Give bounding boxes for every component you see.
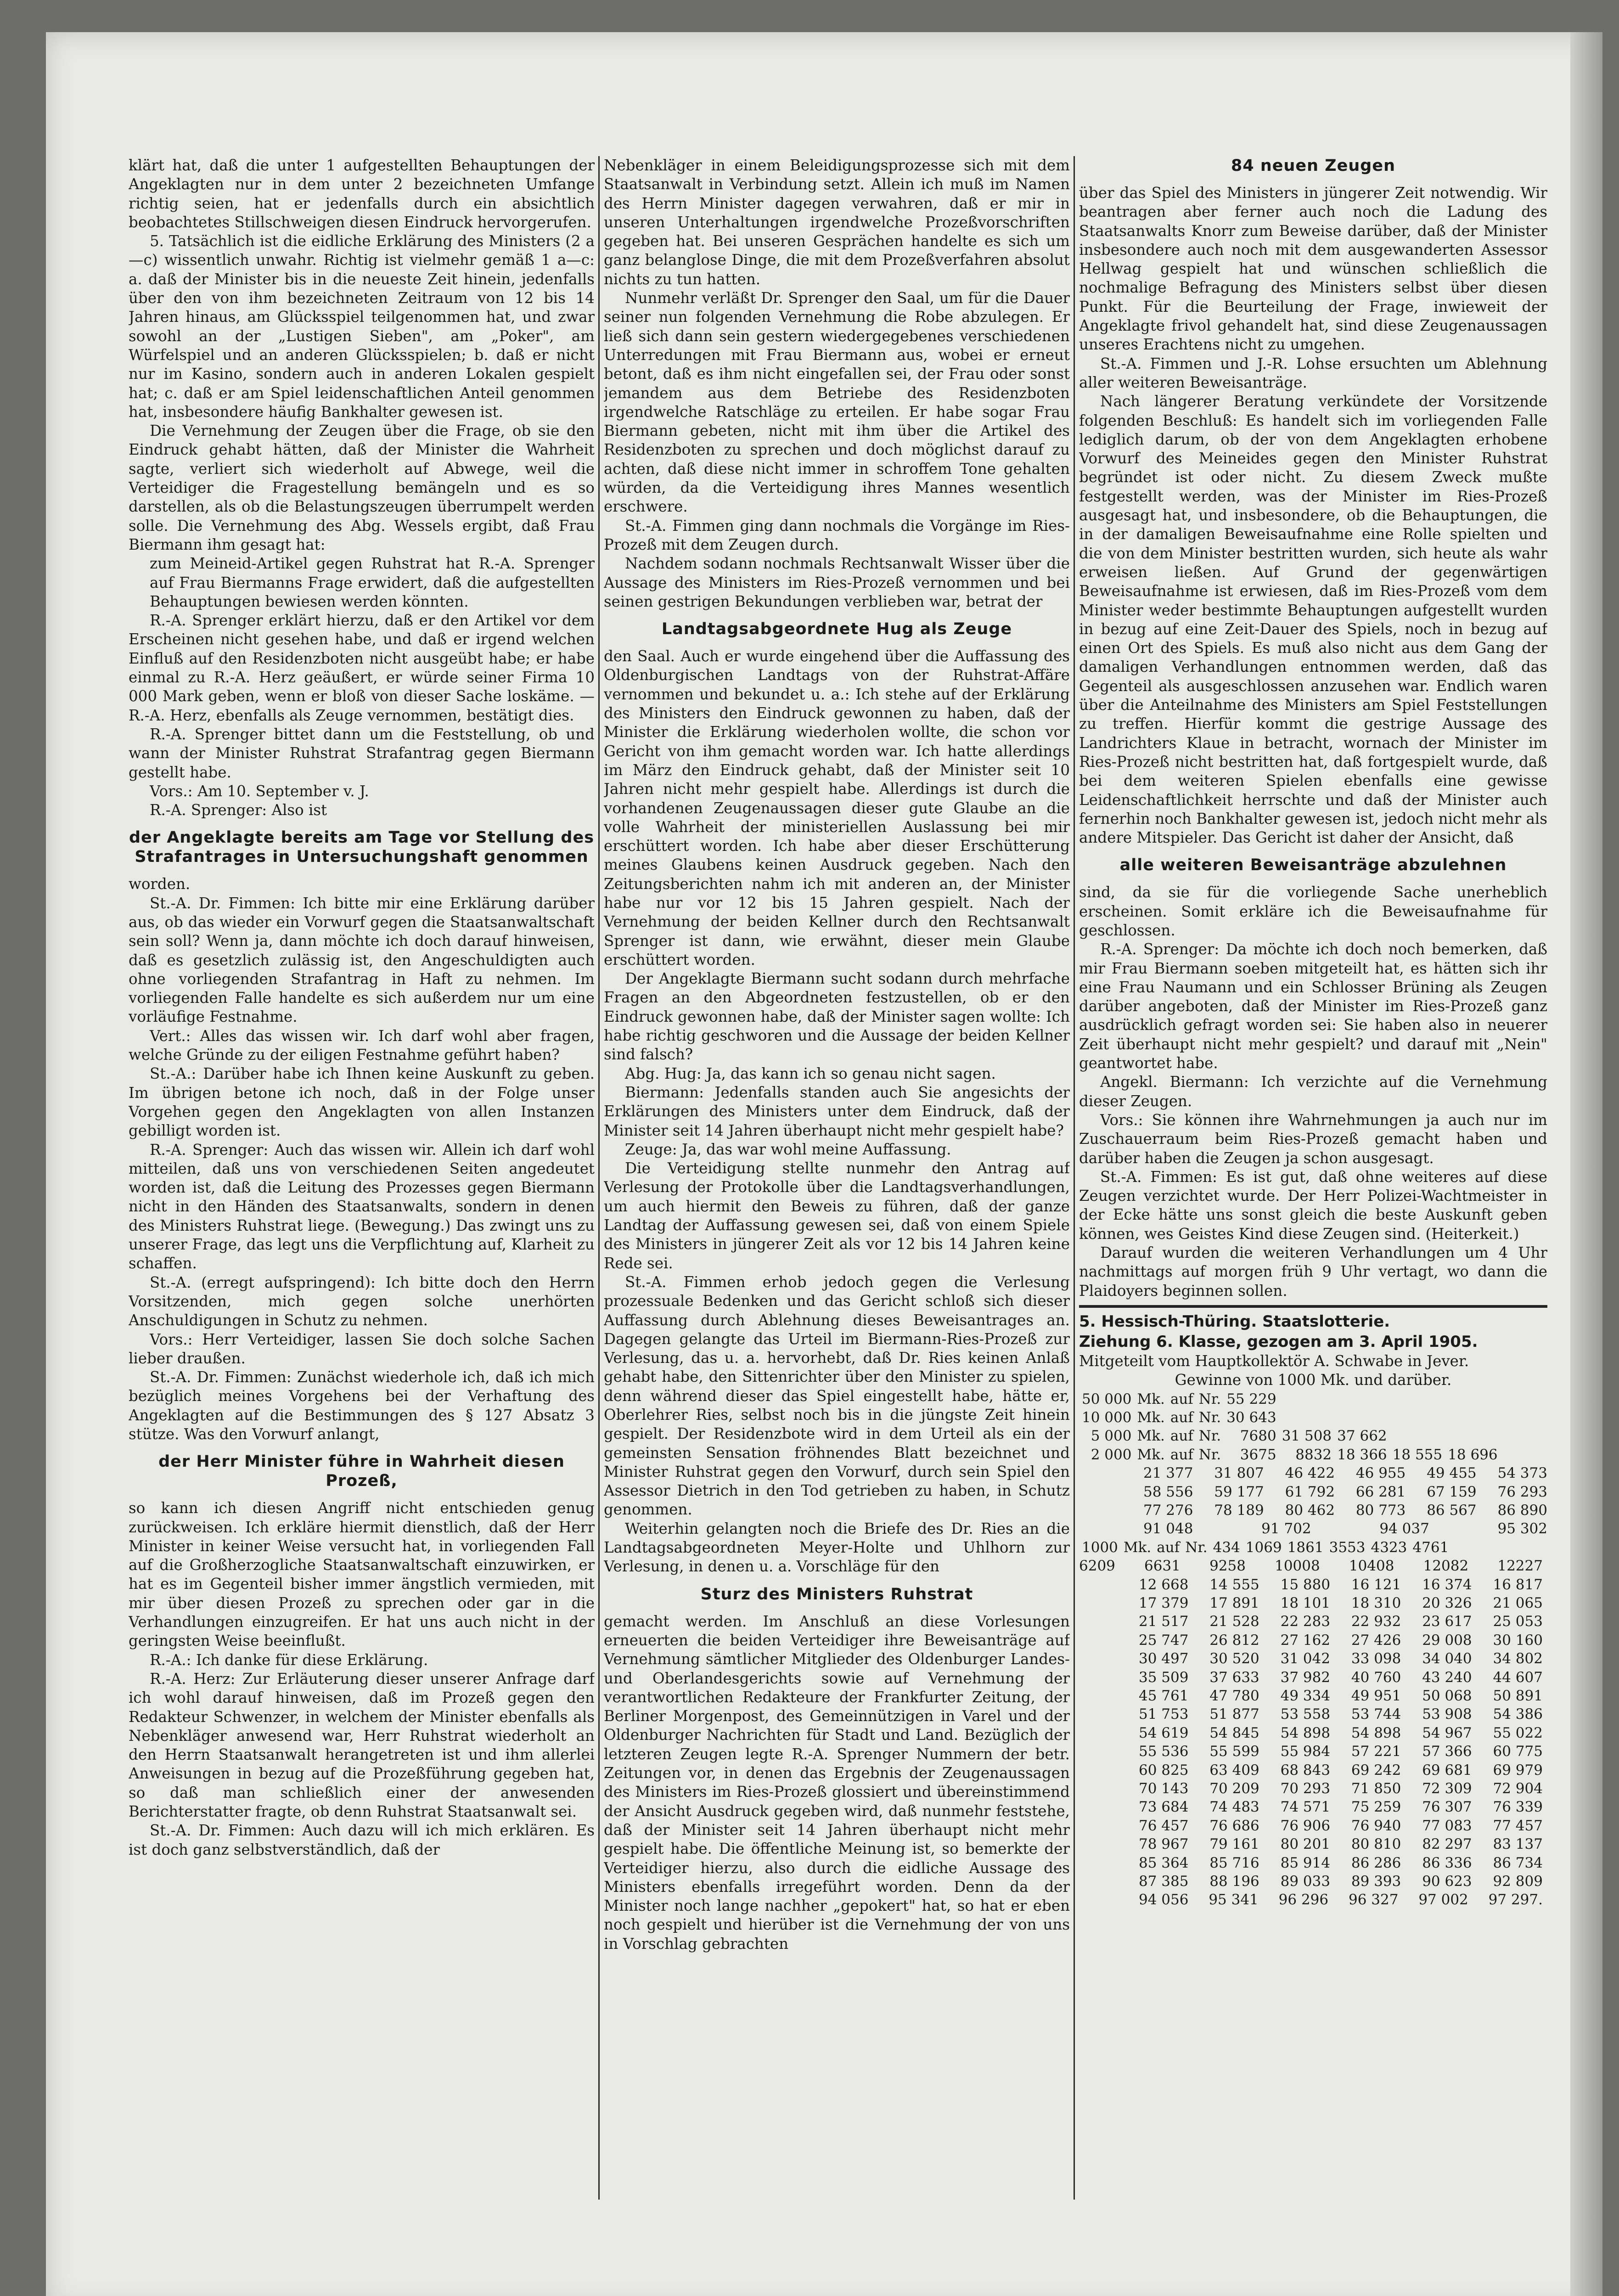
- ticket-number: 45 761: [1139, 1688, 1189, 1705]
- ticket-number: 37 662: [1337, 1428, 1387, 1445]
- ticket-number: 20 326: [1422, 1594, 1472, 1611]
- paragraph: R.-A. Herz: Zur Erläuterung dieser unserer Anfrage darf ich wohl darauf hinweisen, daß im Prozeß gegen den Redakteur Schwenzer, in welchem der Minister ebenfalls als Nebenkläger anwesend war, Herr Ruhstrat wiederholt an den Herrn Staatsanwalt herangetreten ist und ihm allerlei Anweisungen in bezug auf die Prozeßführung gegeben hat, so daß man schließlich einer der anwesenden Berichterstatter fragte, ob denn Ruhstrat Staatsanwalt sei.: [129, 1670, 595, 1821]
- ticket-number: 95 302: [1497, 1520, 1547, 1537]
- number-row: [1143, 1501, 1547, 1519]
- ticket-number: 66 281: [1355, 1483, 1406, 1500]
- ticket-number: 54 898: [1280, 1724, 1331, 1741]
- ticket-number: 92 809: [1493, 1873, 1543, 1890]
- ticket-number: 57 221: [1351, 1743, 1401, 1760]
- prize-amount: 50 000: [1082, 1390, 1132, 1407]
- ticket-number: 85 364: [1139, 1854, 1189, 1871]
- subheading: der Angeklagte bereits am Tage vor Stellung des Strafantrages in Untersuchungshaft genommen: [129, 828, 595, 867]
- ticket-number: 70 209: [1209, 1780, 1259, 1797]
- ticket-number: 434: [1213, 1539, 1240, 1556]
- lottery-list: [1079, 1311, 1547, 1909]
- ticket-number: 86 286: [1351, 1854, 1401, 1871]
- ticket-number: 67 159: [1427, 1483, 1477, 1500]
- prize-row: [1079, 1538, 1451, 1557]
- page-edge: [1570, 32, 1602, 2296]
- ticket-number: 16 817: [1493, 1576, 1543, 1593]
- ticket-number: 18 696: [1448, 1446, 1498, 1463]
- ticket-number: 25 053: [1493, 1613, 1543, 1630]
- paragraph: R.-A. Sprenger: Auch das wissen wir. Allein ich darf wohl mitteilen, daß uns von verschiedenen Seiten angedeutet worden ist, daß die Leitung des Prozesses gegen Biermann nicht in den Händen des Staatsanwalts, sondern in denen des Ministers Ruhstrat liege. (Bewegung.) Das zwingt uns zu unserer Frage, das legt uns die Verpflichtung auf, Klarheit zu schaffen.: [129, 1141, 595, 1272]
- ticket-number: 40 760: [1351, 1669, 1401, 1686]
- ticket-number: 77 083: [1422, 1817, 1472, 1834]
- number-row: [1139, 1872, 1543, 1891]
- connector-label: auf: [1157, 1539, 1180, 1556]
- ticket-number: 18 310: [1351, 1594, 1401, 1611]
- paragraph: R.-A. Sprenger: Also ist: [150, 801, 327, 819]
- ticket-number: 16 374: [1422, 1576, 1472, 1593]
- paragraph: Darauf wurden die weiteren Verhandlungen um 4 Uhr nachmittags auf morgen früh 9 Uhr vertagt, wo dann die Plaidoyers beginnen sollen.: [1079, 1244, 1547, 1300]
- ticket-number: 43 240: [1422, 1669, 1472, 1686]
- paragraph: R.-A. Sprenger bittet dann um die Feststellung, ob und wann der Minister Ruhstrat Strafantrag gegen Biermann gestellt habe.: [129, 725, 595, 781]
- ticket-number: 55 022: [1493, 1724, 1543, 1741]
- ticket-number: 18 555: [1392, 1446, 1443, 1463]
- ticket-number: 54 619: [1139, 1724, 1189, 1741]
- ticket-number: 73 684: [1139, 1799, 1189, 1816]
- ticket-number: 46 955: [1355, 1465, 1406, 1482]
- paragraph: Nachdem sodann nochmals Rechtsanwalt Wisser über die Aussage des Ministers im Ries-Prozeß vernommen und bei seinen gestrigen Bekundungen verblieben war, betrat der: [604, 555, 1070, 610]
- paragraph: Die Verteidigung stellte nunmehr den Antrag auf Verlesung der Protokolle über die Landtagsverhandlungen, um auch hiermit den Beweis zu führen, daß der ganze Landtag der Auffassung gewesen sei, daß von einem Spiele des Ministers in jüngerer Zeit als vor 12 bis 14 Jahren keine Rede sei.: [604, 1159, 1070, 1272]
- ticket-number: 76 293: [1497, 1483, 1547, 1500]
- column-rule: [598, 156, 600, 2200]
- ticket-number: 78 967: [1139, 1836, 1189, 1853]
- number-row: [1143, 1519, 1547, 1538]
- ticket-number: 7680: [1240, 1428, 1276, 1445]
- paragraph: St.-A.: Darüber habe ich Ihnen keine Auskunft zu geben. Im übrigen betone ich noch, daß in der Folge unser Vorgehen gegen den Angeklagten von allen Instanzen gebilligt worden ist.: [129, 1065, 595, 1140]
- prize-row: [1079, 1446, 1501, 1464]
- lottery-draw: Ziehung 6. Klasse, gezogen am 3. April 1905.: [1079, 1332, 1478, 1351]
- ticket-number: 33 098: [1351, 1650, 1401, 1667]
- number-row: [1139, 1798, 1543, 1816]
- ticket-number: 26 812: [1209, 1632, 1259, 1649]
- number-label: Nr.: [1198, 1409, 1221, 1426]
- subheading: Landtagsabgeordnete Hug als Zeuge: [661, 620, 1012, 639]
- ticket-number: 55 229: [1226, 1390, 1276, 1407]
- ticket-number: 35 509: [1139, 1669, 1189, 1686]
- ticket-number: 34 802: [1493, 1650, 1543, 1667]
- number-row: [1139, 1854, 1543, 1872]
- ticket-number: 60 775: [1493, 1743, 1543, 1760]
- lottery-note: Gewinne von 1000 Mk. und darüber.: [1175, 1371, 1452, 1389]
- paragraph: Nunmehr verläßt Dr. Sprenger den Saal, um für die Dauer seiner nun folgenden Vernehmung die Robe abzulegen. Er ließ sich dann sein gestern wiedergegebenes verschiedenen Unterredungen mit Frau Biermann aus, wobei er erneut betont, daß es ihm nicht eingefallen sei, der Frau oder sonst jemandem aus dem Betriebe des Residenzboten irgendwelche Ratschläge zu erteilen. Er habe sogar Frau Biermann gebeten, nicht mit ihm über die Artikel des Residenzboten zu sprechen und doch möglichst darauf zu achten, daß diese nicht immer in schroffem Tone gehalten würden, da die Verteidigung ihres Mannes wesentlich erschwere.: [604, 289, 1070, 516]
- ticket-number: 86 890: [1497, 1502, 1547, 1519]
- ticket-number: 74 483: [1209, 1799, 1259, 1816]
- ticket-number: 49 455: [1427, 1465, 1477, 1482]
- paragraph: den Saal. Auch er wurde eingehend über die Auffassung des Oldenburgischen Landtags von der Ruhstrat-Affäre vernommen und bekundet u. a.: Ich stehe auf der Erklärung des Ministers den Eindruck gewonnen zu haben, daß der Minister die Erklärung wiederholen wollte, die schon vor Gericht von ihm gemacht worden war. Ich hatte allerdings im März den Eindruck gehabt, daß der Minister seit 10 Jahren nicht mehr gespielt habe. Allerdings ist durch die vorhandenen Zeugenaussagen dieser gute Glaube an die volle Wahrheit der ministeriellen Auslassung bei mir erschüttert worden. Ich habe aber dieser Erschütterung meines Glaubens keinen Ausdruck gegeben. Nach den Zeitungsberichten nahm ich mit anderen an, der Minister habe nur vor 12 bis 15 Jahren gespielt. Nach der Vernehmung der beiden Kellner durch den Rechtsanwalt Sprenger ist dann, wie erwähnt, dieser mein Glaube erschüttert worden.: [604, 647, 1070, 968]
- ticket-number: 85 716: [1209, 1854, 1259, 1871]
- ticket-number: 94 056: [1139, 1891, 1189, 1908]
- subheading: der Herr Minister führe in Wahrheit diesen Prozeß,: [158, 1452, 565, 1491]
- ticket-number: 72 309: [1422, 1780, 1472, 1797]
- ticket-number: 31 042: [1280, 1650, 1331, 1667]
- ticket-number: 25 747: [1139, 1632, 1189, 1649]
- paragraph: St.-A. Fimmen und J.-R. Lohse ersuchten um Ablehnung aller weiteren Beweisanträge.: [1079, 355, 1547, 391]
- ticket-number: 37 982: [1280, 1669, 1331, 1686]
- number-label: Nr.: [1185, 1539, 1208, 1556]
- currency-label: Mk.: [1137, 1428, 1165, 1445]
- paragraph: Angekl. Biermann: Ich verzichte auf die Vernehmung dieser Zeugen.: [1079, 1073, 1547, 1110]
- ticket-number: 55 536: [1139, 1743, 1189, 1760]
- connector-label: auf: [1170, 1428, 1193, 1445]
- ticket-number: 10408: [1349, 1558, 1394, 1575]
- ticket-number: 54 845: [1209, 1724, 1259, 1741]
- ticket-number: 97 002: [1418, 1891, 1468, 1908]
- ticket-number: 60 825: [1139, 1761, 1189, 1778]
- paragraph: St.-A. (erregt aufspringend): Ich bitte doch den Herrn Vorsitzenden, mich gegen solche unerhörten Anschuldigungen in Schutz zu nehmen.: [129, 1273, 595, 1329]
- paragraph: St.-A. Dr. Fimmen: Ich bitte mir eine Erklärung darüber aus, ob das wieder ein Vorwurf gegen die Staatsanwaltschaft sein soll? Wenn ja, dann möchte ich doch darauf hinweisen, daß es gesetzlich zulässig ist, den Angeschuldigten auch ohne vorliegenden Strafantrag in Haft zu nehmen. Im vorliegenden Falle handelte es sich außerdem nur um eine vorläufige Festnahme.: [129, 894, 595, 1026]
- ticket-number: 27 162: [1280, 1632, 1331, 1649]
- ticket-number: 30 497: [1139, 1650, 1189, 1667]
- paragraph: so kann ich diesen Angriff nicht entschieden genug zurückweisen. Ich erkläre hiermit dienstlich, daß der Herr Minister in keiner Weise versucht hat, in vorliegenden Fall auf die Großherzogliche Staatsanwaltschaft einzuwirken, er hat es im Gegenteil bisher immer ängstlich vermieden, mit mir über diesen Prozeß zu sprechen oder gar in die Verhandlungen einzugreifen. Er hat uns auch nicht in der geringsten Weise beeinflußt.: [129, 1499, 595, 1650]
- ticket-number: 8832: [1295, 1446, 1332, 1463]
- ticket-number: 89 393: [1351, 1873, 1401, 1890]
- ticket-number: 6209: [1079, 1558, 1115, 1575]
- paragraph: 5. Tatsächlich ist die eidliche Erklärung des Ministers (2 a—c) wissentlich unwahr. Richtig ist vielmehr gemäß 1 a—c: a. daß der Minister bis in die neueste Zeit hinein, jedenfalls über den von ihm bezeichneten Zeitraum von 12 bis 14 Jahren hinaus, am Glücksspiel teilgenommen hat, und zwar sowohl an der „Lustigen Sieben", am „Poker", am Würfelspiel und an anderen Glücksspielen; b. daß er nicht nur im Kasino, sondern auch in anderen Lokalen gespielt hat; c. daß er am Spiel leidenschaftlichen Anteil genommen hat, insbesondere häufig Bankhalter gewesen ist.: [129, 232, 595, 421]
- column-3: [1079, 156, 1547, 2200]
- ticket-number: 30 520: [1209, 1650, 1259, 1667]
- number-row: [1139, 1594, 1543, 1612]
- number-label: Nr.: [1198, 1428, 1221, 1445]
- ticket-number: 91 048: [1143, 1520, 1193, 1537]
- ticket-number: 51 753: [1139, 1706, 1189, 1723]
- number-row: [1143, 1483, 1547, 1501]
- subheading: Sturz des Ministers Ruhstrat: [700, 1585, 973, 1604]
- prize-table: [1079, 1390, 1501, 1464]
- ticket-number: 68 843: [1280, 1761, 1331, 1778]
- ticket-number: 49 951: [1351, 1688, 1401, 1705]
- number-row: [1139, 1576, 1543, 1594]
- prize-amount: 5 000: [1091, 1428, 1132, 1445]
- paragraph: gemacht werden. Im Anschluß an diese Vorlesungen erneuerten die beiden Verteidiger ihre Beweisanträge auf Vernehmung sämtlicher Mitglieder des Oldenburger Landes- und Oberlandesgerichts sowie auf Vernehmung der verantwortlichen Redakteure der Frankfurter Zeitung, der Berliner Morgenpost, des Gemeinnützigen in Varel und der Oldenburger Nachrichten für Stadt und Land. Bezüglich der letzteren Zeugen legte R.-A. Sprenger Nummern der betr. Zeitungen vor, in denen das Ergebnis der Zeugenaussagen des Ministers im Ries-Prozeß glossiert und übereinstimmend der Ansicht Ausdruck gegeben wird, daß nunmehr feststehe, daß der Minister seit 14 Jahren überhaupt nicht mehr gespielt habe. Die öffentliche Meinung ist, so bemerkte der Verteidiger hierzu, also durch die eidliche Aussage des Ministers ebenfalls irregeführt worden. Denn da der Minister noch lange nachher „gepokert" hat, so hat er eben noch gespielt und hierüber ist die Vernehmung der von uns in Vorschlag gebrachten: [604, 1612, 1070, 1953]
- ticket-number: 12227: [1497, 1558, 1543, 1575]
- ticket-number: 49 334: [1280, 1688, 1331, 1705]
- ticket-number: 53 744: [1351, 1706, 1401, 1723]
- number-row: [1139, 1835, 1543, 1853]
- ticket-number: 1069: [1245, 1539, 1282, 1556]
- currency-label: Mk.: [1137, 1390, 1165, 1407]
- ticket-number: 6631: [1144, 1558, 1181, 1575]
- column-rule: [1074, 156, 1075, 2200]
- connector-label: auf: [1170, 1409, 1193, 1426]
- paragraph: Vert.: Alles das wissen wir. Ich darf wohl aber fragen, welche Gründe zu der eiligen Festnahme geführt haben?: [129, 1027, 595, 1064]
- ticket-number: 30 160: [1493, 1632, 1543, 1649]
- ticket-number: 54 373: [1497, 1465, 1547, 1482]
- column-2: [604, 156, 1070, 2200]
- ticket-number: 76 307: [1422, 1799, 1472, 1816]
- ticket-number: 31 807: [1214, 1465, 1264, 1482]
- section-rule: [1079, 1305, 1547, 1308]
- ticket-number: 10008: [1275, 1558, 1320, 1575]
- ticket-number: 47 780: [1209, 1688, 1259, 1705]
- ticket-number: 53 558: [1280, 1706, 1331, 1723]
- ticket-number: 46 422: [1285, 1465, 1335, 1482]
- paragraph: Vors.: Am 10. September v. J.: [150, 782, 369, 800]
- ticket-number: 80 810: [1351, 1836, 1401, 1853]
- ticket-number: 76 940: [1351, 1817, 1401, 1834]
- ticket-number: 79 161: [1209, 1836, 1259, 1853]
- ticket-number: 50 891: [1493, 1688, 1543, 1705]
- ticket-number: 29 008: [1422, 1632, 1472, 1649]
- ticket-number: 61 792: [1285, 1483, 1335, 1500]
- ticket-number: 76 686: [1209, 1817, 1259, 1834]
- ticket-number: 76 906: [1280, 1817, 1331, 1834]
- prize-table: [1079, 1538, 1451, 1557]
- number-row: [1143, 1464, 1547, 1482]
- ticket-number: 21 528: [1209, 1613, 1259, 1630]
- ticket-number: 77 276: [1143, 1502, 1193, 1519]
- number-row: [1079, 1557, 1543, 1575]
- ticket-number: 4323: [1371, 1539, 1407, 1556]
- number-label: Nr.: [1198, 1446, 1221, 1463]
- ticket-number: 21 377: [1143, 1465, 1193, 1482]
- paragraph: Vors.: Sie können ihre Wahrnehmungen ja auch nur im Zuschauerraum beim Ries-Prozeß gemacht haben und darüber haben die Zeugen ja schon ausgesagt.: [1079, 1111, 1547, 1167]
- currency-label: Mk.: [1123, 1539, 1152, 1556]
- number-row: [1139, 1631, 1543, 1649]
- ticket-number: 4761: [1412, 1539, 1449, 1556]
- winning-numbers-1000: [1079, 1557, 1547, 1909]
- ticket-number: 69 242: [1351, 1761, 1401, 1778]
- paragraph: R.-A. Sprenger erklärt hierzu, daß er den Artikel vor dem Erscheinen nicht gesehen habe, und daß er irgend welchen Einfluß auf den Residenzboten nicht ausgeübt habe; er habe einmal zu R.-A. Herz geäußert, er würde seiner Firma 10 000 Mark geben, wenn er bloß von dieser Sache loskäme. — R.-A. Herz, ebenfalls als Zeuge vernommen, bestätigt dies.: [129, 612, 595, 724]
- ticket-number: 69 979: [1493, 1761, 1543, 1778]
- number-row: [1139, 1761, 1543, 1779]
- subheading: 84 neuen Zeugen: [1231, 157, 1396, 175]
- ticket-number: 94 037: [1379, 1520, 1429, 1537]
- ticket-number: 85 914: [1280, 1854, 1331, 1871]
- prize-row: [1079, 1427, 1501, 1445]
- ticket-number: 14 555: [1209, 1576, 1259, 1593]
- prize-amount: 10 000: [1082, 1409, 1132, 1426]
- ticket-number: 54 967: [1422, 1724, 1472, 1741]
- winning-numbers-2000: [1143, 1464, 1547, 1538]
- number-row: [1139, 1705, 1543, 1723]
- ticket-number: 21 517: [1139, 1613, 1189, 1630]
- ticket-number: 57 366: [1422, 1743, 1472, 1760]
- currency-label: Mk.: [1137, 1446, 1165, 1463]
- connector-label: auf: [1170, 1390, 1193, 1407]
- ticket-number: 91 702: [1261, 1520, 1311, 1537]
- ticket-number: 82 297: [1422, 1836, 1472, 1853]
- paragraph: sind, da sie für die vorliegende Sache unerheblich erscheinen. Somit erkläre ich die Beweisaufnahme für geschlossen.: [1079, 884, 1547, 939]
- ticket-number: 51 877: [1209, 1706, 1259, 1723]
- number-row: [1139, 1817, 1543, 1835]
- number-row: [1139, 1668, 1543, 1687]
- lottery-title: 5. Hessisch-Thüring. Staatslotterie.: [1079, 1312, 1390, 1331]
- ticket-number: 74 571: [1280, 1799, 1331, 1816]
- newspaper-page: [46, 32, 1602, 2296]
- ticket-number: 12 668: [1139, 1576, 1189, 1593]
- ticket-number: 96 296: [1278, 1891, 1329, 1908]
- number-row: [1139, 1649, 1543, 1668]
- ticket-number: 75 259: [1351, 1799, 1401, 1816]
- paragraph: Abg. Hug: Ja, das kann ich so genau nicht sagen.: [625, 1064, 996, 1082]
- paragraph: R.-A.: Ich danke für diese Erklärung.: [150, 1651, 428, 1669]
- subheading: alle weiteren Beweisanträge abzulehnen: [1119, 856, 1507, 875]
- ticket-number: 58 556: [1143, 1483, 1193, 1500]
- ticket-number: 12082: [1423, 1558, 1469, 1575]
- ticket-number: 17 891: [1209, 1594, 1259, 1611]
- ticket-number: 86 336: [1422, 1854, 1472, 1871]
- ticket-number: 59 177: [1214, 1483, 1264, 1500]
- ticket-number: 70 293: [1280, 1780, 1331, 1797]
- currency-label: Mk.: [1137, 1409, 1165, 1426]
- paragraph: Vors.: Herr Verteidiger, lassen Sie doch solche Sachen lieber draußen.: [129, 1330, 595, 1367]
- paragraph: St.-A. Fimmen erhob jedoch gegen die Verlesung prozessuale Bedenken und das Gericht schloß sich dieser Auffassung durch Ablehnung dieses Beweisantrages an. Dagegen gelangte das Urteil im Biermann-Ries-Prozeß zur Verlesung, das u. a. hervorhebt, daß Dr. Ries keinen Anlaß gehabt habe, den Sittenrichter über den Minister zu spielen, denn während dieser das Spiel eingestellt habe, hätte er, Oberlehrer Ries, selbst noch bis in die jüngste Zeit hinein gespielt. Der Residenzbote wird in dem Urteil als ein der gemeinsten Sensation fröhnendes Blatt bezeichnet und Minister Ruhstrat gegen den Vorwurf, durch sein Spiel den Assessor Dietrich in den Tod getrieben zu haben, in Schutz genommen.: [604, 1273, 1070, 1519]
- ticket-number: 23 617: [1422, 1613, 1472, 1630]
- column-1: [129, 156, 595, 2200]
- quotation: zum Meineid-Artikel gegen Ruhstrat hat R.-A. Sprenger auf Frau Biermanns Frage erwidert, daß die aufgestellten Behauptungen bewiesen werden könnten.: [150, 555, 595, 610]
- prize-row: [1079, 1390, 1501, 1408]
- ticket-number: 77 457: [1493, 1817, 1543, 1834]
- paragraph: Nebenkläger in einem Beleidigungsprozesse sich mit dem Staatsanwalt in Verbindung setzt. Allein ich muß im Namen des Herrn Minister dagegen verwahren, daß er mir in unseren Unterhaltungen irgendwelche Prozeßvorschriften gegeben hat. Bei unseren Gesprächen handelte es sich um ganz belanglose Dinge, die mit dem Prozeßverfahren absolut nichts zu tun hatten.: [604, 157, 1070, 288]
- paragraph: St.-A. Fimmen ging dann nochmals die Vorgänge im Ries-Prozeß mit dem Zeugen durch.: [604, 517, 1070, 553]
- paragraph: St.-A. Dr. Fimmen: Auch dazu will ich mich erklären. Es ist doch ganz selbstverständlich, daß der: [129, 1822, 595, 1858]
- ticket-number: 9258: [1209, 1558, 1246, 1575]
- prize-amount: 1000: [1082, 1539, 1118, 1556]
- prize-amount: 2 000: [1091, 1446, 1132, 1463]
- ticket-number: 34 040: [1422, 1650, 1472, 1667]
- ticket-number: 22 283: [1280, 1613, 1331, 1630]
- ticket-number: 1861: [1287, 1539, 1324, 1556]
- lottery-source: Mitgeteilt vom Hauptkollektör A. Schwabe in Jever.: [1079, 1352, 1469, 1370]
- ticket-number: 83 137: [1493, 1836, 1543, 1853]
- ticket-number: 17 379: [1139, 1594, 1189, 1611]
- number-row: [1139, 1687, 1543, 1705]
- ticket-number: 78 189: [1214, 1502, 1264, 1519]
- ticket-number: 70 143: [1139, 1780, 1189, 1797]
- ticket-number: 96 327: [1348, 1891, 1399, 1908]
- ticket-number: 22 932: [1351, 1613, 1401, 1630]
- ticket-number: 55 984: [1280, 1743, 1331, 1760]
- paragraph: worden.: [129, 875, 191, 893]
- ticket-number: 54 386: [1493, 1706, 1543, 1723]
- ticket-number: 80 462: [1285, 1502, 1335, 1519]
- paragraph: St.-A. Dr. Fimmen: Zunächst wiederhole ich, daß ich mich bezüglich meines Vorgehens bei der Verhaftung des Angeklagten auf die Bestimmungen des § 127 Absatz 3 stütze. Was den Vorwurf anlangt,: [129, 1368, 595, 1443]
- ticket-number: 76 339: [1493, 1799, 1543, 1816]
- ticket-number: 21 065: [1493, 1594, 1543, 1611]
- ticket-number: 37 633: [1209, 1669, 1259, 1686]
- ticket-number: 87 385: [1139, 1873, 1189, 1890]
- connector-label: auf: [1170, 1446, 1193, 1463]
- ticket-number: 3553: [1329, 1539, 1366, 1556]
- paragraph: R.-A. Sprenger: Da möchte ich doch noch bemerken, daß mir Frau Biermann soeben mitgeteilt hat, es hätten sich ihr eine Frau Naumann und ein Schlosser Brüning als Zeugen darüber angeboten, daß der Minister im Ries-Prozeß ganz ausdrücklich gefragt worden sei: Sie haben also in neuerer Zeit überhaupt nicht mehr gespielt? und darauf mit „Nein" geantwortet habe.: [1079, 940, 1547, 1072]
- number-label: Nr.: [1198, 1390, 1221, 1407]
- ticket-number: 80 201: [1280, 1836, 1331, 1853]
- ticket-number: 27 426: [1351, 1632, 1401, 1649]
- number-row: [1139, 1742, 1543, 1761]
- number-row: [1139, 1724, 1543, 1742]
- ticket-number: 89 033: [1280, 1873, 1331, 1890]
- paragraph: Die Vernehmung der Zeugen über die Frage, ob sie den Eindruck gehabt hätten, daß der Minister die Wahrheit sagte, verliert sich wiederholt auf Abwege, weil die Verteidiger die Fragestellung bemängeln und es so darstellen, als ob die Belastungszeugen überrumpelt werden solle. Die Vernehmung des Abg. Wessels ergibt, daß Frau Biermann ihm gesagt hat:: [129, 422, 595, 553]
- ticket-number: 50 068: [1422, 1688, 1472, 1705]
- paragraph: Der Angeklagte Biermann sucht sodann durch mehrfache Fragen an den Abgeordneten festzustellen, ob er den Eindruck gewonnen habe, daß der Minister sagen wollte: Ich habe richtig geschworen und die Aussage der beiden Kellner sind falsch?: [604, 970, 1070, 1064]
- paragraph: Weiterhin gelangten noch die Briefe des Dr. Ries an die Landtagsabgeordneten Meyer-Holte und Uhlhorn zur Verlesung, in denen u. a. Vorschläge für den: [604, 1519, 1070, 1576]
- ticket-number: 30 643: [1226, 1409, 1276, 1426]
- number-row: [1139, 1612, 1543, 1631]
- paragraph: über das Spiel des Ministers in jüngerer Zeit notwendig. Wir beantragen aber ferner auch noch die Ladung des Staatsanwalts Knorr zum Beweise darüber, daß der Minister insbesondere auch noch mit dem ausgewanderten Assessor Hellwag gespielt hat und wünschen schließlich die nochmalige Befragung des Ministers selbst über diesen Punkt. Für die Beurteilung der Frage, inwieweit der Angeklagte frivol gehandelt hat, sind diese Zeugenaussagen unseres Erachtens nicht zu umgehen.: [1079, 184, 1547, 354]
- ticket-number: 3675: [1240, 1446, 1276, 1463]
- ticket-number: 71 850: [1351, 1780, 1401, 1797]
- paragraph: klärt hat, daß die unter 1 aufgestellten Behauptungen der Angeklagten nur in dem unter 2 bezeichneten Umfange richtig seien, hat er jedenfalls durch ein absichtlich beobachtetes Stillschweigen diesen Eindruck hervorgerufen.: [129, 157, 595, 231]
- ticket-number: 88 196: [1209, 1873, 1259, 1890]
- prize-row: [1079, 1408, 1501, 1427]
- ticket-number: 63 409: [1209, 1761, 1259, 1778]
- paragraph: Nach längerer Beratung verkündete der Vorsitzende folgenden Beschluß: Es handelt sich im vorliegenden Falle lediglich darum, ob der von dem Angeklagten erhobene Vorwurf des Meineides gegen den Minister Ruhstrat begründet ist oder nicht. Zu diesem Zweck mußte festgestellt werden, was der Minister im Ries-Prozeß ausgesagt hat, und insbesondere, ob die Behauptungen, die in der damaligen Beweisaufnahme eine Rolle spielten und die von dem Minister bestritten wurden, sich heute als wahr erweisen ließen. Auf Grund der gegenwärtigen Beweisaufnahme ist erwiesen, daß im Ries-Prozeß vom dem Minister weder bestimmte Behauptungen aufgestellt wurden in bezug auf eine Zeit-Dauer des Spiels, noch in bezug auf einen Ort des Spiels. Es muß also nicht aus dem Gang der damaligen Verhandlungen entnommen werden, daß das Gegenteil als ausgeschlossen anzusehen war. Endlich waren über die Anteilnahme des Ministers am Spiel Feststellungen zu treffen. Hierfür kommt die gestrige Aussage des Landrichters Klaue in betracht, wornach der Minister im Ries-Prozeß nicht bestritten hat, daß fortgespielt wurde, daß bei dem weiteren Spielen ebenfalls eine gewisse Leidenschaftlichkeit herrschte und daß der Minister auch fernerhin noch Bankhalter gewesen ist, jedoch nicht mehr als andere Mitspieler. Das Gericht ist daher der Ansicht, daß: [1079, 393, 1547, 847]
- paragraph: Biermann: Jedenfalls standen auch Sie angesichts der Erklärungen des Ministers unter dem Eindruck, daß der Minister seit 14 Jahren überhaupt nicht mehr gespielt habe?: [604, 1083, 1070, 1139]
- ticket-number: 97 297.: [1488, 1891, 1543, 1908]
- ticket-number: 15 880: [1280, 1576, 1331, 1593]
- paragraph: Zeuge: Ja, das war wohl meine Auffassung.: [625, 1140, 951, 1158]
- ticket-number: 90 623: [1422, 1873, 1472, 1890]
- paragraph: St.-A. Fimmen: Es ist gut, daß ohne weiteres auf diese Zeugen verzichtet wurde. Der Herr Polizei-Wachtmeister in der Ecke hätte uns sonst gleich die beste Auskunft geben können, wes Geistes Kind diese Zeugen sind. (Heiterkeit.): [1079, 1168, 1547, 1243]
- ticket-number: 16 121: [1351, 1576, 1401, 1593]
- ticket-number: 76 457: [1139, 1817, 1189, 1834]
- number-row: [1139, 1891, 1543, 1909]
- ticket-number: 72 904: [1493, 1780, 1543, 1797]
- ticket-number: 95 341: [1209, 1891, 1259, 1908]
- ticket-number: 86 567: [1427, 1502, 1477, 1519]
- ticket-number: 86 734: [1493, 1854, 1543, 1871]
- ticket-number: 54 898: [1351, 1724, 1401, 1741]
- ticket-number: 55 599: [1209, 1743, 1259, 1760]
- ticket-number: 31 508: [1282, 1428, 1332, 1445]
- ticket-number: 53 908: [1422, 1706, 1472, 1723]
- ticket-number: 44 607: [1493, 1669, 1543, 1686]
- ticket-number: 80 773: [1355, 1502, 1406, 1519]
- number-row: [1139, 1779, 1543, 1798]
- ticket-number: 18 101: [1280, 1594, 1331, 1611]
- ticket-number: 18 366: [1337, 1446, 1387, 1463]
- ticket-number: 69 681: [1422, 1761, 1472, 1778]
